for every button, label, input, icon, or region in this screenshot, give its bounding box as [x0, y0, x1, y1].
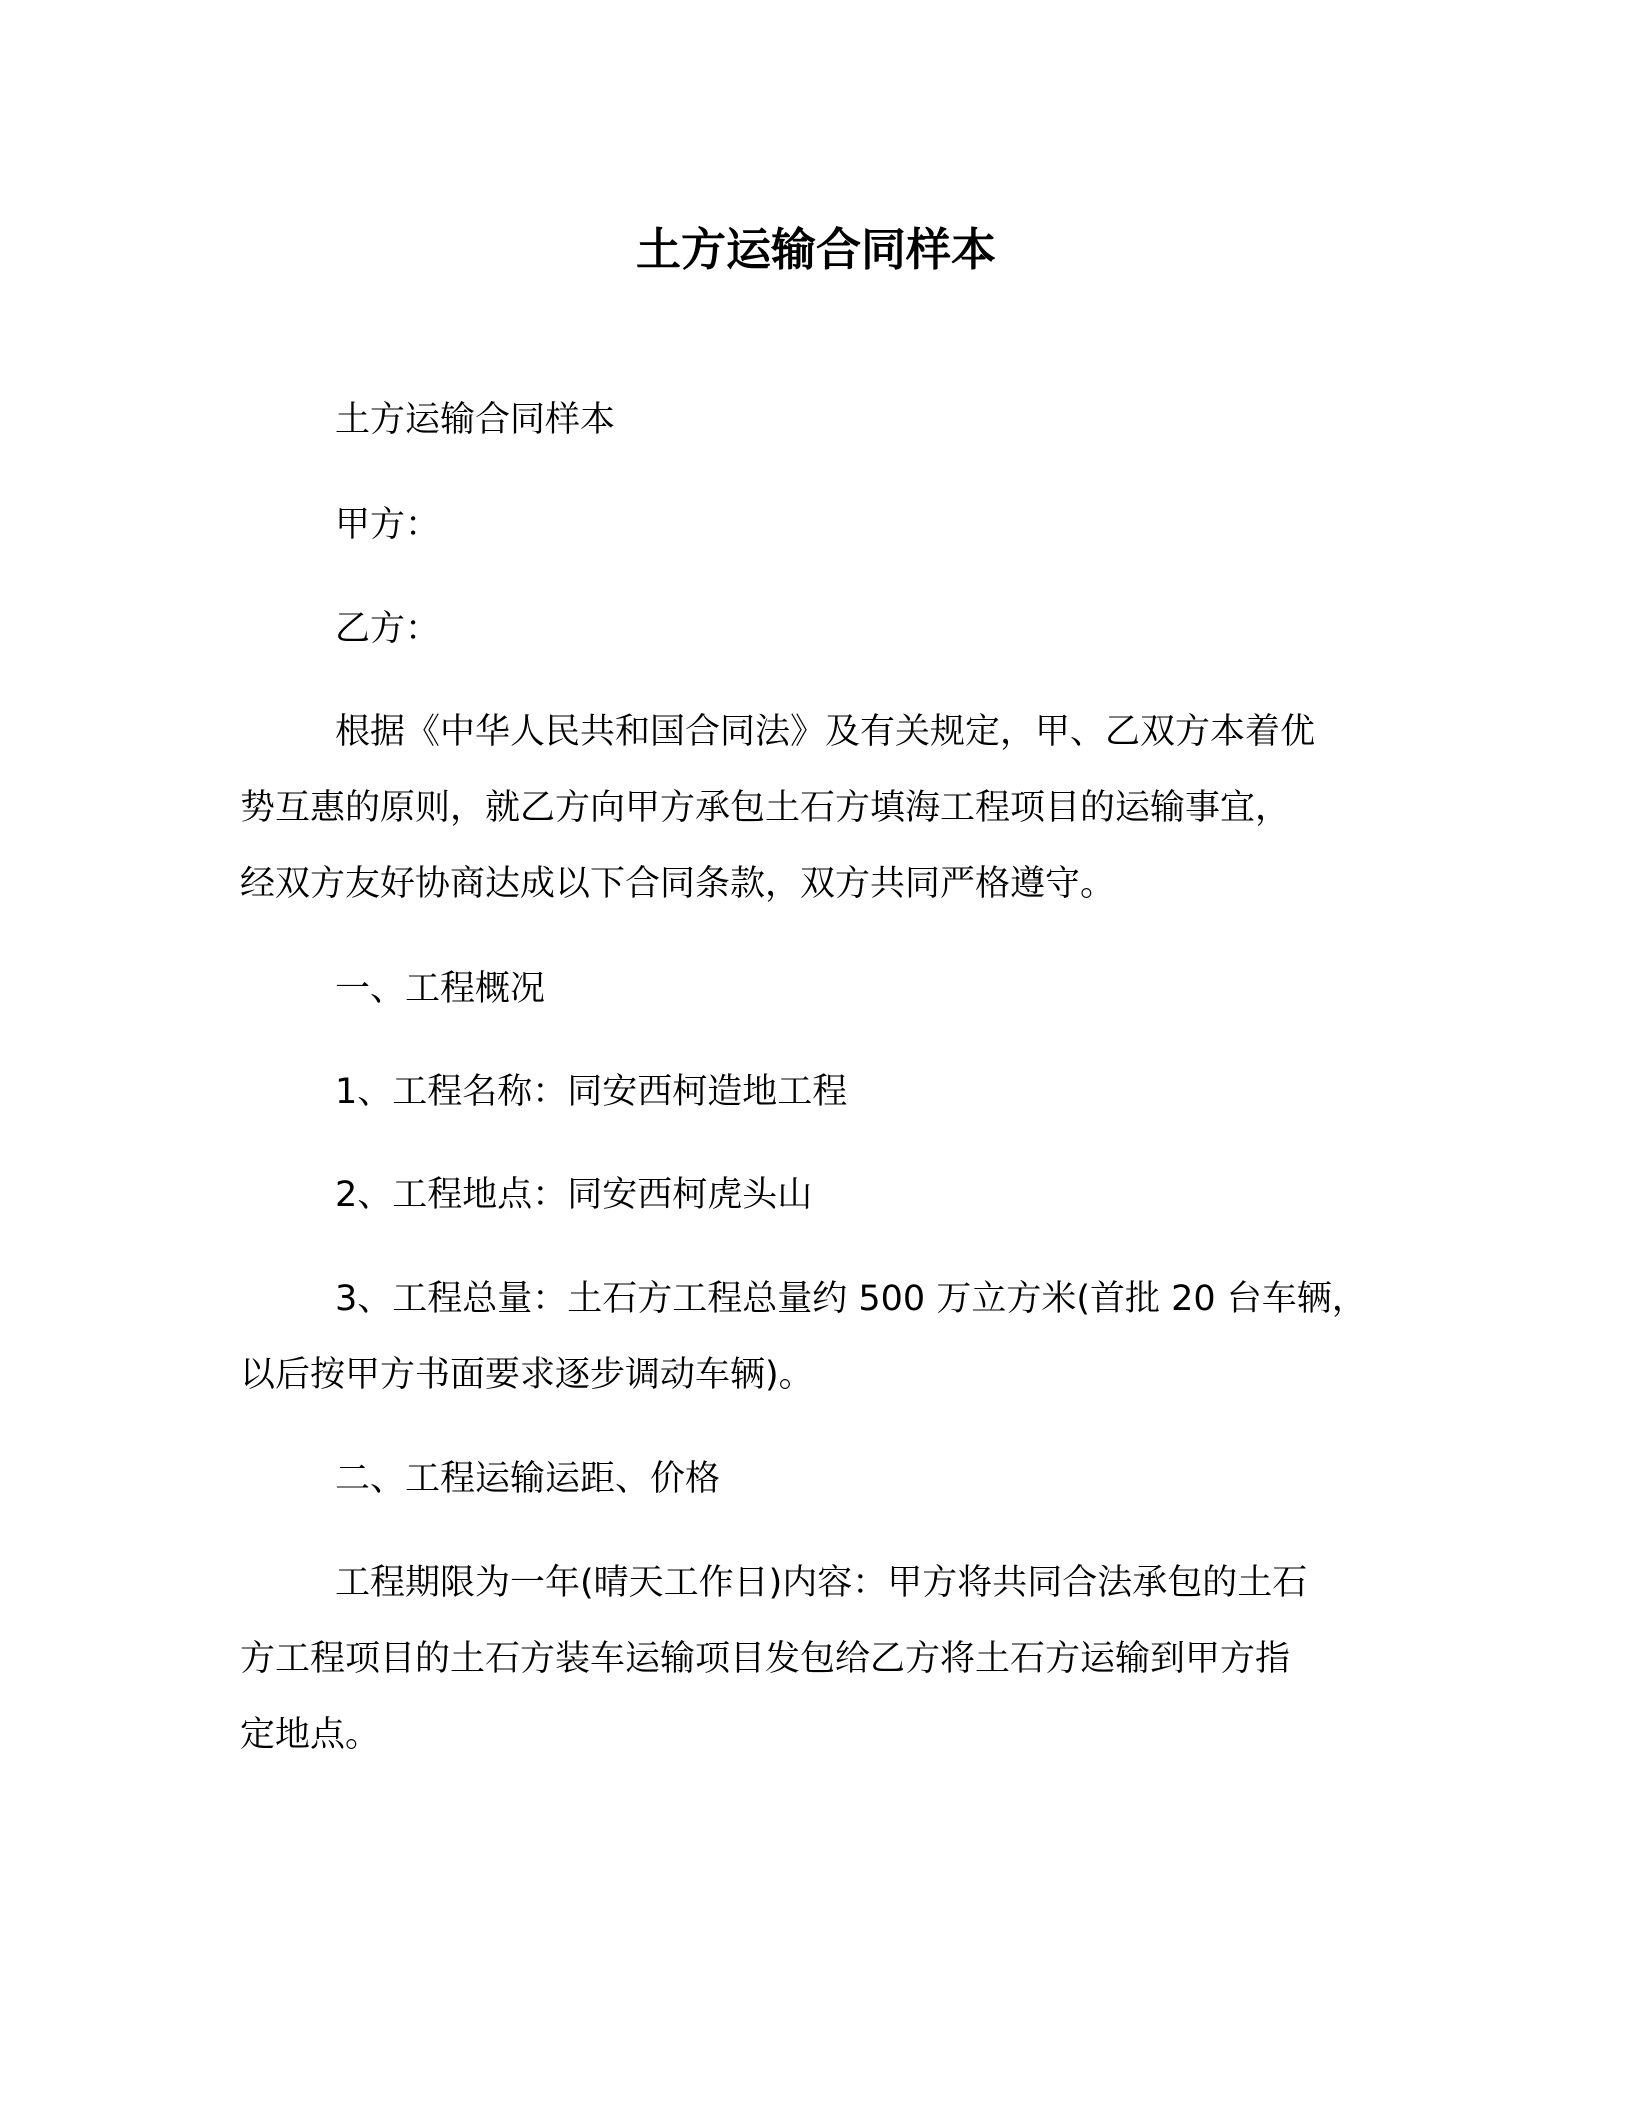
- section-2-paragraph-line-2: 方工程项目的土石方装车运输项目发包给乙方将土石方运输到甲方指: [240, 1639, 1291, 1679]
- preamble-line-3: 经双方友好协商达成以下合同条款，双方共同严格遵守。: [240, 864, 1116, 904]
- section-2-heading: 二、工程运输运距、价格: [335, 1459, 721, 1499]
- project-volume-item-line-2: 以后按甲方书面要求逐步调动车辆)。: [240, 1355, 814, 1395]
- party-b-label: 乙方：: [335, 609, 441, 649]
- preamble-line-1: 根据《中华人民共和国合同法》及有关规定，甲、乙双方本着优: [335, 712, 1316, 752]
- section-1-heading: 一、工程概况: [335, 969, 546, 1009]
- section-2-paragraph-line-3: 定地点。: [240, 1715, 381, 1755]
- section-2-paragraph-line-1: 工程期限为一年(晴天工作日)内容：甲方将共同合法承包的土石: [335, 1563, 1308, 1603]
- document-subtitle: 土方运输合同样本: [335, 400, 616, 440]
- preamble-line-2: 势互惠的原则，就乙方向甲方承包土石方填海工程项目的运输事宜，: [240, 788, 1291, 828]
- party-a-label: 甲方：: [335, 505, 441, 545]
- project-location-item: 2、工程地点：同安西柯虎头山: [335, 1175, 813, 1215]
- project-name-item: 1、工程名称：同安西柯造地工程: [335, 1072, 848, 1112]
- document-title: 土方运输合同样本: [635, 223, 996, 276]
- project-volume-item-line-1: 3、工程总量：土石方工程总量约 500 万立方米(首批 20 台车辆，: [335, 1279, 1367, 1319]
